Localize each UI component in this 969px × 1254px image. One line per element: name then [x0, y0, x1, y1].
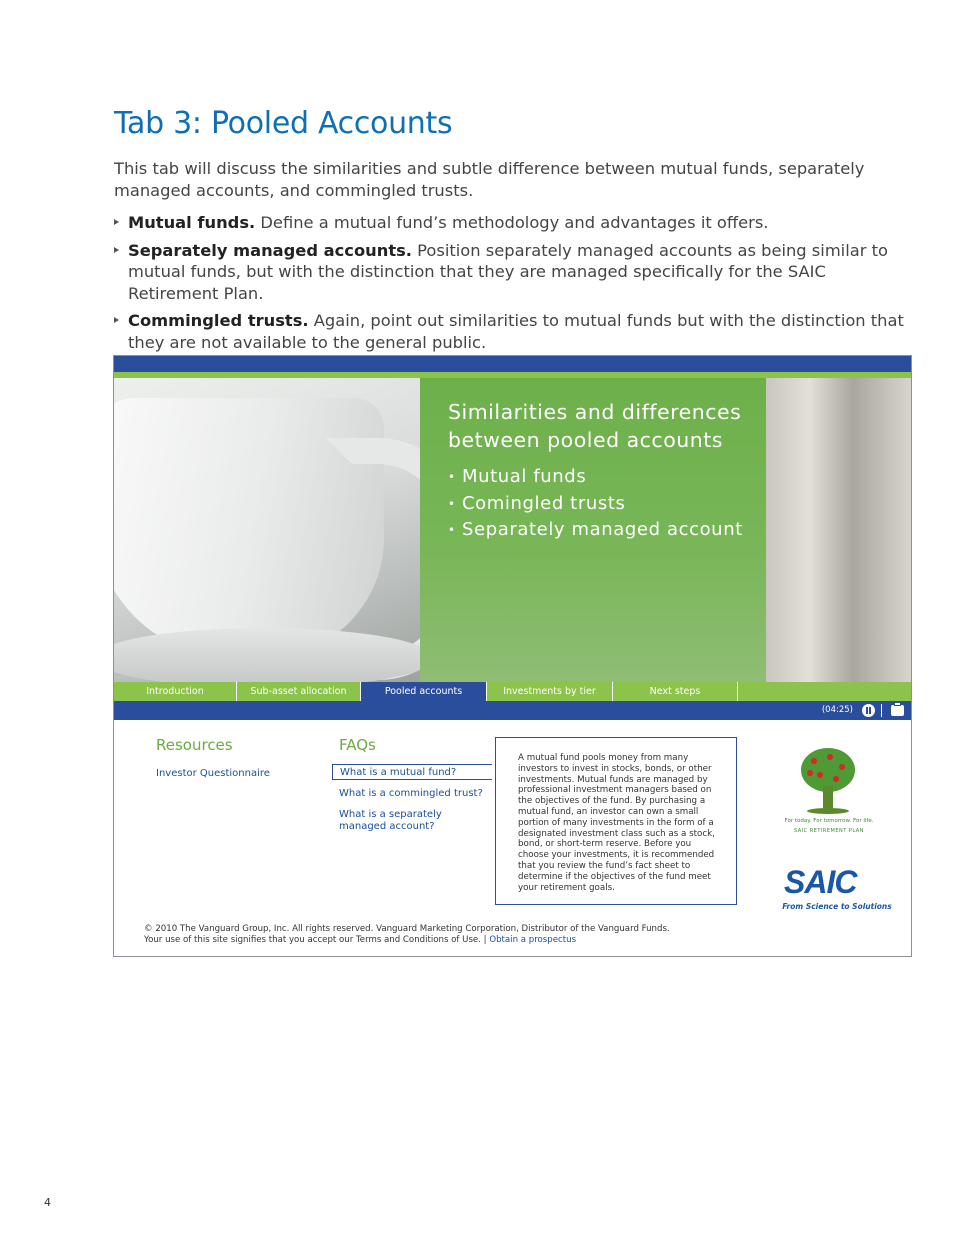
- bullet-term: Separately managed accounts.: [128, 240, 412, 260]
- page-number: 4: [44, 1196, 51, 1209]
- app-screenshot: [113, 355, 912, 957]
- bullet-text: Again, point out similarities to mutual funds but with the distinction that they are not available to the general public.: [128, 311, 904, 352]
- plan-tagline: For today. For tomorrow. For life.: [784, 818, 874, 824]
- tab-next-steps[interactable]: Next steps: [613, 682, 738, 701]
- background-image: [766, 378, 911, 682]
- saic-logo: SAIC: [784, 864, 857, 900]
- hero-list-item: • Mutual funds: [448, 464, 743, 491]
- tree-logo-icon: [797, 748, 859, 818]
- hero-list: [448, 464, 743, 544]
- hero-list-item: • Comingled trusts: [448, 491, 743, 518]
- print-icon[interactable]: [891, 705, 904, 716]
- tab-introduction[interactable]: Introduction: [114, 682, 237, 701]
- prospectus-link[interactable]: Obtain a prospectus: [489, 935, 577, 945]
- tab-sub-asset-allocation[interactable]: Sub-asset allocation: [237, 682, 361, 701]
- investor-questionnaire-link[interactable]: Investor Questionnaire: [156, 768, 270, 779]
- intro-paragraph: This tab will discuss the similarities and subtle difference between mutual funds, separately managed accounts, and commingled trusts.: [114, 159, 865, 200]
- bullet-text: Define a mutual fund’s methodology and advantages it offers.: [260, 213, 769, 232]
- tab-pooled-accounts[interactable]: Pooled accounts: [361, 682, 487, 701]
- plan-name: SAIC RETIREMENT PLAN: [794, 828, 864, 834]
- copyright-text: © 2010 The Vanguard Group, Inc. All rights reserved. Vanguard Marketing Corporation, Distributor of the Vanguard Funds.: [144, 924, 670, 934]
- terms-label: Your use of this site signifies that you accept our Terms and Conditions of Use. |: [144, 935, 487, 945]
- resources-heading: Resources: [156, 736, 233, 754]
- divider: [881, 704, 882, 717]
- bullet-term: Mutual funds.: [128, 213, 256, 232]
- bullet-text: Position separately managed accounts as being similar to mutual funds, but with the distinction that they are managed specifically for the SAIC Retirement Plan.: [128, 240, 888, 303]
- bullet-icon: [114, 247, 119, 253]
- bullet-icon: [114, 317, 119, 323]
- coffee-cup-image: [114, 378, 420, 682]
- tab-investments-by-tier[interactable]: Investments by tier: [487, 682, 613, 701]
- saic-tagline: From Science to Solutions: [782, 902, 892, 911]
- bullet-item: [114, 240, 914, 305]
- pause-icon[interactable]: [862, 704, 875, 717]
- faq-item-separately-managed[interactable]: What is a separately managed account?: [339, 809, 442, 832]
- faq-item-commingled-trust[interactable]: What is a commingled trust?: [339, 788, 483, 799]
- bullet-list: [114, 212, 914, 359]
- terms-text: [144, 935, 576, 945]
- hero-banner: [114, 378, 911, 682]
- hero-title: Similarities and differences between pooled accounts: [448, 400, 742, 452]
- hero-list-item: • Separately managed account: [448, 517, 743, 544]
- bullet-term: Commingled trusts.: [128, 311, 309, 330]
- faq-answer-text: A mutual fund pools money from many investors to invest in stocks, bonds, or other investments. Mutual funds are managed by professional investment managers based on the objectives of the fund. By purchasing a mutual fund, an investor can own a small portion of many investments in the form of a designated investment class such as a stock, bond, or short-term reserve. Before you choose your investments, it is recommended that you review the fund’s fact sheet to determine if the objectives of the fund meet your retirement goals.: [518, 753, 715, 893]
- page-title: Tab 3: Pooled Accounts: [114, 106, 453, 141]
- faq-item-mutual-fund[interactable]: [332, 764, 492, 780]
- faqs-heading: FAQs: [339, 736, 376, 754]
- bullet-item: [114, 212, 914, 234]
- faq-label: What is a mutual fund?: [340, 767, 457, 778]
- media-controls: [114, 701, 911, 720]
- bullet-item: [114, 310, 914, 353]
- tab-bar: [114, 682, 911, 701]
- bullet-icon: [114, 219, 119, 225]
- faq-answer-box: [495, 737, 737, 905]
- timer: (04:25): [821, 705, 853, 715]
